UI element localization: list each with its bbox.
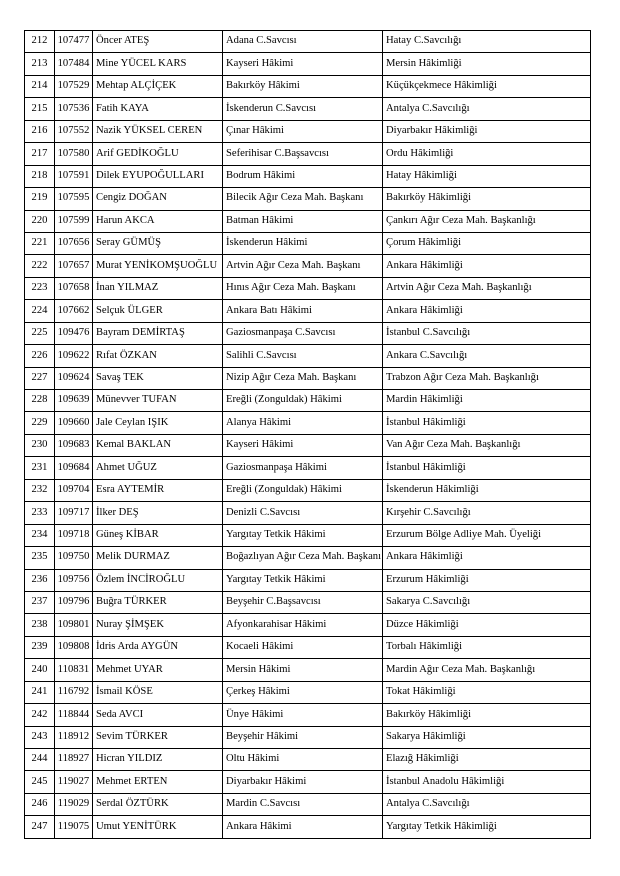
sicil-number-cell: 109684	[55, 457, 93, 479]
table-row	[25, 165, 591, 187]
name-cell: Özlem İNCİROĞLU	[93, 569, 223, 591]
row-number-cell: 216	[25, 120, 55, 142]
row-number-cell: 239	[25, 636, 55, 658]
sicil-number-cell: 109717	[55, 502, 93, 524]
table-row	[25, 502, 591, 524]
row-number-cell: 236	[25, 569, 55, 591]
table-row	[25, 547, 591, 569]
row-number-cell: 217	[25, 143, 55, 165]
current-position-cell: Bodrum Hâkimi	[223, 165, 383, 187]
row-number-cell: 223	[25, 277, 55, 299]
table-row	[25, 457, 591, 479]
new-position-cell: Erzurum Hâkimliği	[383, 569, 591, 591]
row-number-cell: 226	[25, 345, 55, 367]
sicil-number-cell: 107580	[55, 143, 93, 165]
sicil-number-cell: 118844	[55, 704, 93, 726]
new-position-cell: Mersin Hâkimliği	[383, 53, 591, 75]
sicil-number-cell: 107657	[55, 255, 93, 277]
sicil-number-cell: 119029	[55, 793, 93, 815]
name-cell: Kemal BAKLAN	[93, 434, 223, 456]
current-position-cell: İskenderun Hâkimi	[223, 232, 383, 254]
new-position-cell: Ankara Hâkimliği	[383, 547, 591, 569]
new-position-cell: Bakırköy Hâkimliği	[383, 704, 591, 726]
name-cell: Münevver TUFAN	[93, 390, 223, 412]
name-cell: Melik DURMAZ	[93, 547, 223, 569]
current-position-cell: Nizip Ağır Ceza Mah. Başkanı	[223, 367, 383, 389]
table-row	[25, 390, 591, 412]
table-row	[25, 367, 591, 389]
name-cell: Murat YENİKOMŞUOĞLU	[93, 255, 223, 277]
name-cell: Öncer ATEŞ	[93, 31, 223, 53]
current-position-cell: Gaziosmanpaşa Hâkimi	[223, 457, 383, 479]
current-position-cell: Kocaeli Hâkimi	[223, 636, 383, 658]
new-position-cell: İstanbul C.Savcılığı	[383, 322, 591, 344]
current-position-cell: Ereğli (Zonguldak) Hâkimi	[223, 390, 383, 412]
new-position-cell: Antalya C.Savcılığı	[383, 793, 591, 815]
current-position-cell: Bilecik Ağır Ceza Mah. Başkanı	[223, 188, 383, 210]
row-number-cell: 240	[25, 659, 55, 681]
current-position-cell: Beyşehir C.Başsavcısı	[223, 591, 383, 613]
sicil-number-cell: 109622	[55, 345, 93, 367]
row-number-cell: 212	[25, 31, 55, 53]
row-number-cell: 225	[25, 322, 55, 344]
current-position-cell: Denizli C.Savcısı	[223, 502, 383, 524]
name-cell: Umut YENİTÜRK	[93, 816, 223, 838]
appointment-table	[24, 30, 591, 839]
name-cell: Selçuk ÜLGER	[93, 300, 223, 322]
current-position-cell: Çınar Hâkimi	[223, 120, 383, 142]
row-number-cell: 229	[25, 412, 55, 434]
new-position-cell: Küçükçekmece Hâkimliği	[383, 75, 591, 97]
current-position-cell: Diyarbakır Hâkimi	[223, 771, 383, 793]
table-row	[25, 749, 591, 771]
row-number-cell: 221	[25, 232, 55, 254]
new-position-cell: Ankara Hâkimliği	[383, 255, 591, 277]
new-position-cell: Mardin Hâkimliği	[383, 390, 591, 412]
row-number-cell: 222	[25, 255, 55, 277]
table-row	[25, 143, 591, 165]
sicil-number-cell: 109756	[55, 569, 93, 591]
row-number-cell: 247	[25, 816, 55, 838]
sicil-number-cell: 116792	[55, 681, 93, 703]
new-position-cell: Erzurum Bölge Adliye Mah. Üyeliği	[383, 524, 591, 546]
current-position-cell: Çerkeş Hâkimi	[223, 681, 383, 703]
sicil-number-cell: 109801	[55, 614, 93, 636]
name-cell: Seda AVCI	[93, 704, 223, 726]
new-position-cell: Artvin Ağır Ceza Mah. Başkanlığı	[383, 277, 591, 299]
name-cell: Bayram DEMİRTAŞ	[93, 322, 223, 344]
current-position-cell: Oltu Hâkimi	[223, 749, 383, 771]
sicil-number-cell: 118912	[55, 726, 93, 748]
sicil-number-cell: 118927	[55, 749, 93, 771]
table-row	[25, 614, 591, 636]
name-cell: Serdal ÖZTÜRK	[93, 793, 223, 815]
row-number-cell: 220	[25, 210, 55, 232]
table-row	[25, 434, 591, 456]
table-row	[25, 479, 591, 501]
row-number-cell: 233	[25, 502, 55, 524]
sicil-number-cell: 107552	[55, 120, 93, 142]
sicil-number-cell: 107529	[55, 75, 93, 97]
row-number-cell: 243	[25, 726, 55, 748]
name-cell: Savaş TEK	[93, 367, 223, 389]
current-position-cell: İskenderun C.Savcısı	[223, 98, 383, 120]
new-position-cell: İstanbul Hâkimliği	[383, 457, 591, 479]
sicil-number-cell: 109750	[55, 547, 93, 569]
row-number-cell: 232	[25, 479, 55, 501]
name-cell: Mine YÜCEL KARS	[93, 53, 223, 75]
new-position-cell: Ankara C.Savcılığı	[383, 345, 591, 367]
table-row	[25, 726, 591, 748]
table-row	[25, 681, 591, 703]
sicil-number-cell: 107536	[55, 98, 93, 120]
sicil-number-cell: 109660	[55, 412, 93, 434]
new-position-cell: Torbalı Hâkimliği	[383, 636, 591, 658]
table-row	[25, 53, 591, 75]
row-number-cell: 238	[25, 614, 55, 636]
table-row	[25, 255, 591, 277]
table-row	[25, 345, 591, 367]
row-number-cell: 235	[25, 547, 55, 569]
new-position-cell: Hatay Hâkimliği	[383, 165, 591, 187]
current-position-cell: Ankara Hâkimi	[223, 816, 383, 838]
name-cell: Buğra TÜRKER	[93, 591, 223, 613]
row-number-cell: 246	[25, 793, 55, 815]
table-row	[25, 98, 591, 120]
row-number-cell: 227	[25, 367, 55, 389]
new-position-cell: Diyarbakır Hâkimliği	[383, 120, 591, 142]
table-row	[25, 188, 591, 210]
name-cell: Ahmet UĞUZ	[93, 457, 223, 479]
sicil-number-cell: 109476	[55, 322, 93, 344]
new-position-cell: Ankara Hâkimliği	[383, 300, 591, 322]
name-cell: Hicran YILDIZ	[93, 749, 223, 771]
current-position-cell: Ünye Hâkimi	[223, 704, 383, 726]
new-position-cell: Çorum Hâkimliği	[383, 232, 591, 254]
current-position-cell: Afyonkarahisar Hâkimi	[223, 614, 383, 636]
name-cell: Esra AYTEMİR	[93, 479, 223, 501]
current-position-cell: Mersin Hâkimi	[223, 659, 383, 681]
new-position-cell: İstanbul Hâkimliği	[383, 412, 591, 434]
current-position-cell: Kayseri Hâkimi	[223, 53, 383, 75]
current-position-cell: Adana C.Savcısı	[223, 31, 383, 53]
sicil-number-cell: 109639	[55, 390, 93, 412]
name-cell: Seray GÜMÜŞ	[93, 232, 223, 254]
table-body	[25, 31, 591, 839]
new-position-cell: Tokat Hâkimliği	[383, 681, 591, 703]
row-number-cell: 230	[25, 434, 55, 456]
new-position-cell: Antalya C.Savcılığı	[383, 98, 591, 120]
new-position-cell: Ordu Hâkimliği	[383, 143, 591, 165]
current-position-cell: Gaziosmanpaşa C.Savcısı	[223, 322, 383, 344]
sicil-number-cell: 109808	[55, 636, 93, 658]
table-row	[25, 210, 591, 232]
sicil-number-cell: 107658	[55, 277, 93, 299]
current-position-cell: Alanya Hâkimi	[223, 412, 383, 434]
new-position-cell: Bakırköy Hâkimliği	[383, 188, 591, 210]
table-row	[25, 300, 591, 322]
current-position-cell: Yargıtay Tetkik Hâkimi	[223, 524, 383, 546]
current-position-cell: Ankara Batı Hâkimi	[223, 300, 383, 322]
sicil-number-cell: 107591	[55, 165, 93, 187]
table-row	[25, 704, 591, 726]
row-number-cell: 237	[25, 591, 55, 613]
table-row	[25, 816, 591, 838]
name-cell: Mehmet ERTEN	[93, 771, 223, 793]
new-position-cell: Kırşehir C.Savcılığı	[383, 502, 591, 524]
current-position-cell: Batman Hâkimi	[223, 210, 383, 232]
name-cell: Nazik YÜKSEL CEREN	[93, 120, 223, 142]
current-position-cell: Kayseri Hâkimi	[223, 434, 383, 456]
new-position-cell: İstanbul Anadolu Hâkimliği	[383, 771, 591, 793]
new-position-cell: Düzce Hâkimliği	[383, 614, 591, 636]
row-number-cell: 214	[25, 75, 55, 97]
current-position-cell: Bakırköy Hâkimi	[223, 75, 383, 97]
row-number-cell: 219	[25, 188, 55, 210]
table-row	[25, 591, 591, 613]
name-cell: İsmail KÖSE	[93, 681, 223, 703]
name-cell: Fatih KAYA	[93, 98, 223, 120]
row-number-cell: 228	[25, 390, 55, 412]
sicil-number-cell: 109624	[55, 367, 93, 389]
new-position-cell: İskenderun Hâkimliği	[383, 479, 591, 501]
table-row	[25, 277, 591, 299]
new-position-cell: Trabzon Ağır Ceza Mah. Başkanlığı	[383, 367, 591, 389]
sicil-number-cell: 107662	[55, 300, 93, 322]
row-number-cell: 215	[25, 98, 55, 120]
table-row	[25, 412, 591, 434]
new-position-cell: Mardin Ağır Ceza Mah. Başkanlığı	[383, 659, 591, 681]
current-position-cell: Artvin Ağır Ceza Mah. Başkanı	[223, 255, 383, 277]
table-row	[25, 232, 591, 254]
row-number-cell: 224	[25, 300, 55, 322]
row-number-cell: 245	[25, 771, 55, 793]
new-position-cell: Çankırı Ağır Ceza Mah. Başkanlığı	[383, 210, 591, 232]
table-row	[25, 120, 591, 142]
new-position-cell: Sakarya C.Savcılığı	[383, 591, 591, 613]
new-position-cell: Van Ağır Ceza Mah. Başkanlığı	[383, 434, 591, 456]
name-cell: Sevim TÜRKER	[93, 726, 223, 748]
name-cell: İdris Arda AYGÜN	[93, 636, 223, 658]
row-number-cell: 244	[25, 749, 55, 771]
name-cell: İnan YILMAZ	[93, 277, 223, 299]
new-position-cell: Elazığ Hâkimliği	[383, 749, 591, 771]
sicil-number-cell: 107477	[55, 31, 93, 53]
sicil-number-cell: 107484	[55, 53, 93, 75]
name-cell: Nuray ŞİMŞEK	[93, 614, 223, 636]
current-position-cell: Beyşehir Hâkimi	[223, 726, 383, 748]
new-position-cell: Sakarya Hâkimliği	[383, 726, 591, 748]
row-number-cell: 241	[25, 681, 55, 703]
sicil-number-cell: 109683	[55, 434, 93, 456]
row-number-cell: 231	[25, 457, 55, 479]
current-position-cell: Seferihisar C.Başsavcısı	[223, 143, 383, 165]
name-cell: Mehmet UYAR	[93, 659, 223, 681]
table-row	[25, 636, 591, 658]
current-position-cell: Hınıs Ağır Ceza Mah. Başkanı	[223, 277, 383, 299]
name-cell: İlker DEŞ	[93, 502, 223, 524]
table-row	[25, 659, 591, 681]
current-position-cell: Boğazlıyan Ağır Ceza Mah. Başkanı	[223, 547, 383, 569]
table-row	[25, 524, 591, 546]
sicil-number-cell: 107595	[55, 188, 93, 210]
row-number-cell: 213	[25, 53, 55, 75]
current-position-cell: Mardin C.Savcısı	[223, 793, 383, 815]
current-position-cell: Yargıtay Tetkik Hâkimi	[223, 569, 383, 591]
sicil-number-cell: 110831	[55, 659, 93, 681]
current-position-cell: Salihli C.Savcısı	[223, 345, 383, 367]
name-cell: Dilek EYUPOĞULLARI	[93, 165, 223, 187]
sicil-number-cell: 109796	[55, 591, 93, 613]
sicil-number-cell: 119027	[55, 771, 93, 793]
name-cell: Cengiz DOĞAN	[93, 188, 223, 210]
table-row	[25, 793, 591, 815]
name-cell: Rıfat ÖZKAN	[93, 345, 223, 367]
row-number-cell: 242	[25, 704, 55, 726]
name-cell: Güneş KİBAR	[93, 524, 223, 546]
table-row	[25, 31, 591, 53]
new-position-cell: Hatay C.Savcılığı	[383, 31, 591, 53]
row-number-cell: 234	[25, 524, 55, 546]
name-cell: Arif GEDİKOĞLU	[93, 143, 223, 165]
table-row	[25, 569, 591, 591]
new-position-cell: Yargıtay Tetkik Hâkimliği	[383, 816, 591, 838]
table-row	[25, 75, 591, 97]
sicil-number-cell: 109704	[55, 479, 93, 501]
sicil-number-cell: 109718	[55, 524, 93, 546]
name-cell: Mehtap ALÇİÇEK	[93, 75, 223, 97]
row-number-cell: 218	[25, 165, 55, 187]
name-cell: Jale Ceylan IŞIK	[93, 412, 223, 434]
current-position-cell: Ereğli (Zonguldak) Hâkimi	[223, 479, 383, 501]
table-row	[25, 322, 591, 344]
sicil-number-cell: 107656	[55, 232, 93, 254]
sicil-number-cell: 119075	[55, 816, 93, 838]
table-row	[25, 771, 591, 793]
sicil-number-cell: 107599	[55, 210, 93, 232]
name-cell: Harun AKCA	[93, 210, 223, 232]
